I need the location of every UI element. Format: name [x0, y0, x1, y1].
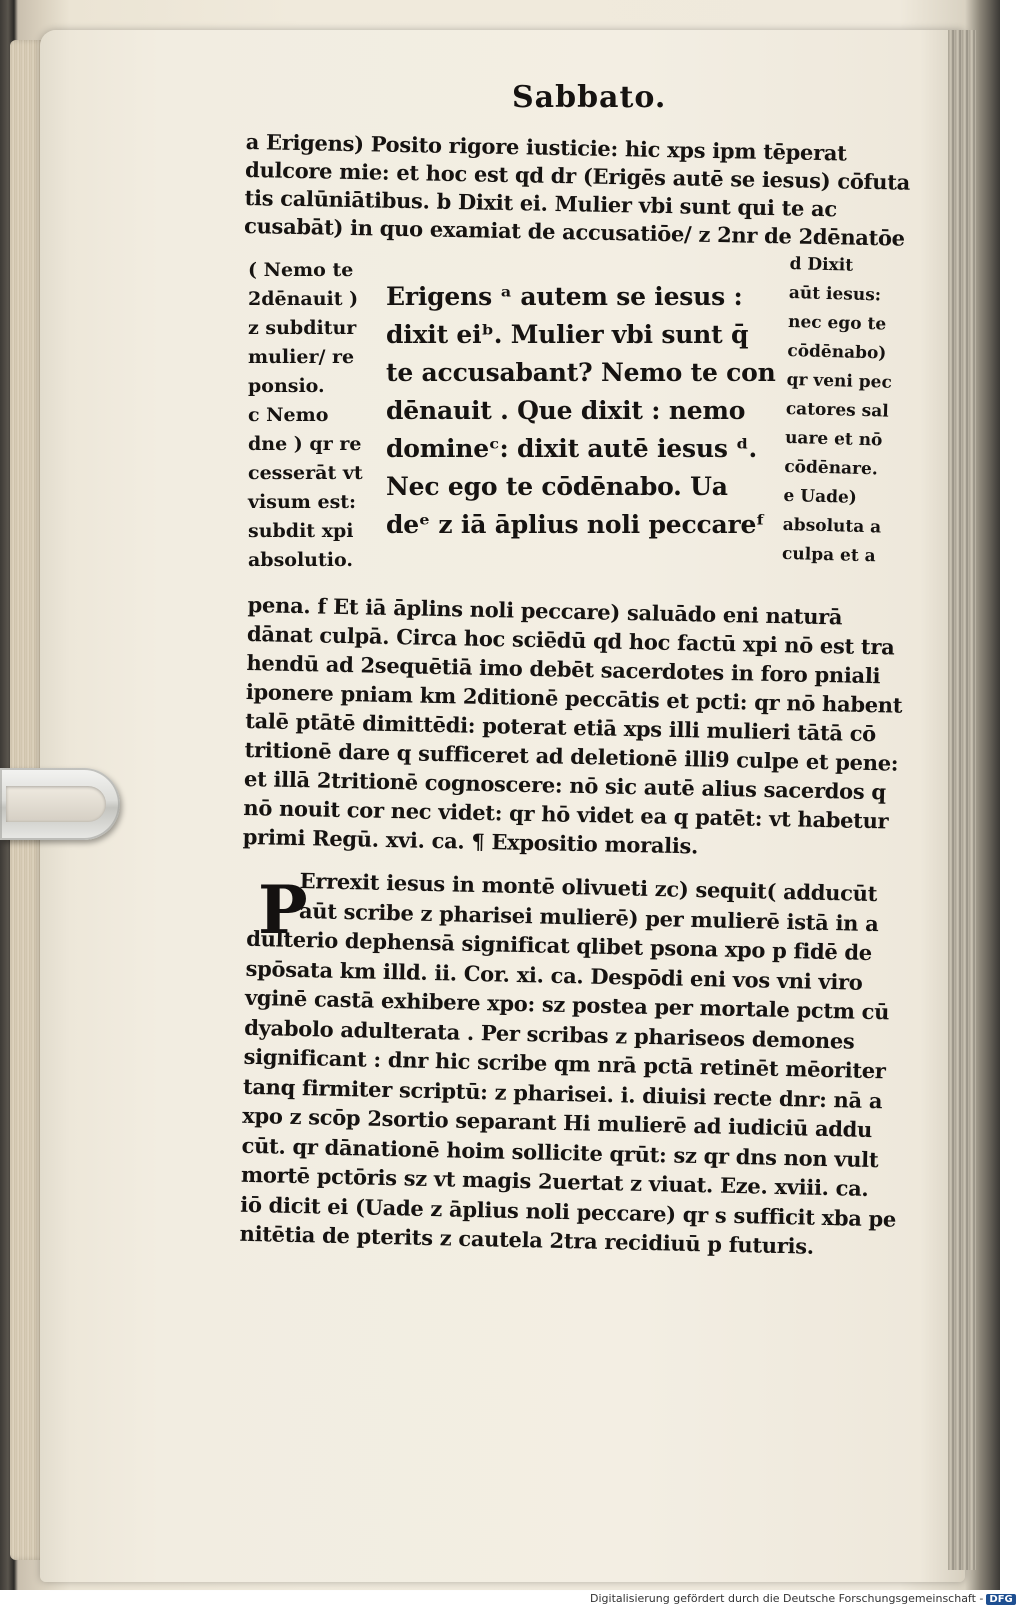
margin-line: c Nemo	[248, 404, 329, 426]
right-margin-gloss	[782, 250, 896, 572]
gloss-line: iponere pniam km 2ditionē peccātis et pcti: qr nō habent	[245, 678, 903, 718]
margin-line: qr veni pec	[786, 369, 893, 393]
left-margin-gloss	[248, 256, 363, 575]
lemma-line: domineᶜ: dixit autē iesus ᵈ.	[386, 434, 757, 463]
gloss-line: dulcore mie: et hoc est qd dr (Erigēs autē se iesus) cōfuta	[244, 156, 911, 195]
margin-line: d Dixit	[789, 253, 854, 276]
lemma-line: deᵉ z iā āplius noli peccareᶠ	[386, 510, 766, 539]
lemma-line: Nec ego te cōdēnabo. Ua	[386, 472, 728, 501]
moral-line: significant : dnr hic scribe qm nrā pctā retinēt mēoriter	[243, 1043, 886, 1084]
margin-line: catores sal	[785, 398, 889, 422]
margin-line: mulier/ re	[248, 346, 355, 368]
lemma-line: dēnauit . Que dixit : nemo	[386, 396, 746, 425]
book-clip-inner	[6, 786, 106, 822]
gloss-line: tis calūniātibus. b Dixit ei. Mulier vbi sunt qui te ac	[244, 184, 838, 222]
digitization-footer	[590, 1592, 1016, 1605]
right-page-edges	[948, 30, 976, 1570]
book-clip	[0, 768, 120, 840]
lemma-line: te accusabant? Nemo te con	[386, 358, 776, 387]
moral-line: aūt scribe z pharisei mulierē) per mulierē istā in a	[298, 897, 879, 936]
margin-line: visum est:	[248, 491, 357, 513]
gloss-middle	[243, 590, 905, 865]
margin-line: uare et nō	[784, 427, 883, 451]
margin-line: cōdēnare.	[784, 456, 879, 480]
margin-line: z subditur	[248, 317, 357, 339]
moral-line: nitētia de pterits z cautela 2tra recidiuū p futuris.	[239, 1220, 815, 1259]
gloss-line: pena. f Et iā āplins noli peccare) saluādo eni naturā	[247, 591, 843, 630]
margin-line: e Uade)	[783, 485, 858, 508]
drop-capital: P	[258, 871, 308, 949]
moral-line: spōsata km illd. ii. Cor. xi. ca. Despōdi eni vos vni viro	[245, 955, 863, 995]
margin-line: subdit xpi	[248, 520, 354, 542]
gloss-line: primi Regū. xvi. ca. ¶ Expositio moralis.	[242, 823, 699, 859]
dfg-logo: DFG	[986, 1594, 1015, 1605]
moral-line: dulterio dephensā significat qlibet psona xpo p fidē de	[246, 925, 873, 965]
gloss-line: nō nouit cor nec videt: qr hō videt ea q patēt: vt habetur	[243, 794, 889, 834]
gloss-line: a Erigens) Posito rigore iusticie: hic xps ipm tēperat	[245, 128, 847, 166]
margin-line: cesserāt vt	[248, 462, 363, 484]
moral-exposition	[239, 866, 903, 1263]
moral-line: iō dicit ei (Uade z āplius noli peccare) qr s sufficit xba pe	[240, 1191, 897, 1232]
margin-line: aūt iesus:	[788, 282, 882, 306]
margin-line: cōdēnabo)	[787, 340, 887, 364]
main-text-lemma	[386, 278, 776, 544]
margin-line: dne ) qr re	[248, 433, 362, 455]
gloss-line: cusabāt) in quo examiat de accusatiōe/ z 2nr de 2dēnatōe	[243, 212, 906, 251]
footer-text: Digitalisierung gefördert durch die Deutsche Forschungsgemeinschaft -	[590, 1592, 984, 1605]
running-head: Sabbato.	[512, 80, 667, 115]
gloss-line: hendū ad 2sequētiā imo debēt sacerdotes in foro pniali	[246, 649, 881, 689]
gloss-top	[244, 128, 911, 253]
margin-line: culpa et a	[781, 543, 876, 567]
gloss-line: dānat culpā. Circa hoc sciēdū qd hoc factū xpi nō est tra	[246, 620, 895, 660]
lemma-line: dixit eiᵇ. Mulier vbi sunt q̄	[386, 320, 749, 349]
moral-line: vginē castā exhibere xpo: sz postea per mortale pctm cū	[244, 984, 890, 1025]
margin-line: nec ego te	[787, 311, 887, 335]
margin-line: ( Nemo te	[248, 259, 354, 281]
gloss-line: tritionē dare q sufficeret ad deletionē illi9 culpe et pene:	[244, 736, 899, 776]
moral-line: cūt. qr dānationē hoim sollicite qrūt: sz qr dns non vult	[241, 1132, 879, 1172]
moral-line: tanq firmiter scriptū: z pharisei. i. diuisi recte dnr: nā a	[242, 1073, 883, 1113]
moral-line: Errexit iesus in montē olivueti zc) sequit( adducūt	[299, 867, 878, 907]
moral-line: mortē pctōris sz vt magis 2uertat z viuat. Eze. xviii. ca.	[240, 1161, 869, 1201]
gloss-line: et illā 2tritionē cognoscere: nō sic autē alius sacerdos q	[243, 765, 887, 805]
moral-line: dyabolo adulterata . Per scribas z phariseos demones	[244, 1014, 855, 1054]
margin-line: 2dēnauit )	[248, 288, 359, 310]
margin-line: absoluta a	[782, 514, 882, 538]
margin-line: ponsio.	[248, 375, 325, 397]
moral-line: xpo z scōp 2sortio separant Hi mulierē ad iudiciū addu	[242, 1102, 873, 1143]
lemma-line: Erigens ᵃ autem se iesus :	[386, 282, 743, 311]
gloss-line: talē ptātē dimittēdi: poterat etiā xps illi mulieri tātā cō	[245, 707, 877, 747]
margin-line: absolutio.	[248, 549, 353, 571]
